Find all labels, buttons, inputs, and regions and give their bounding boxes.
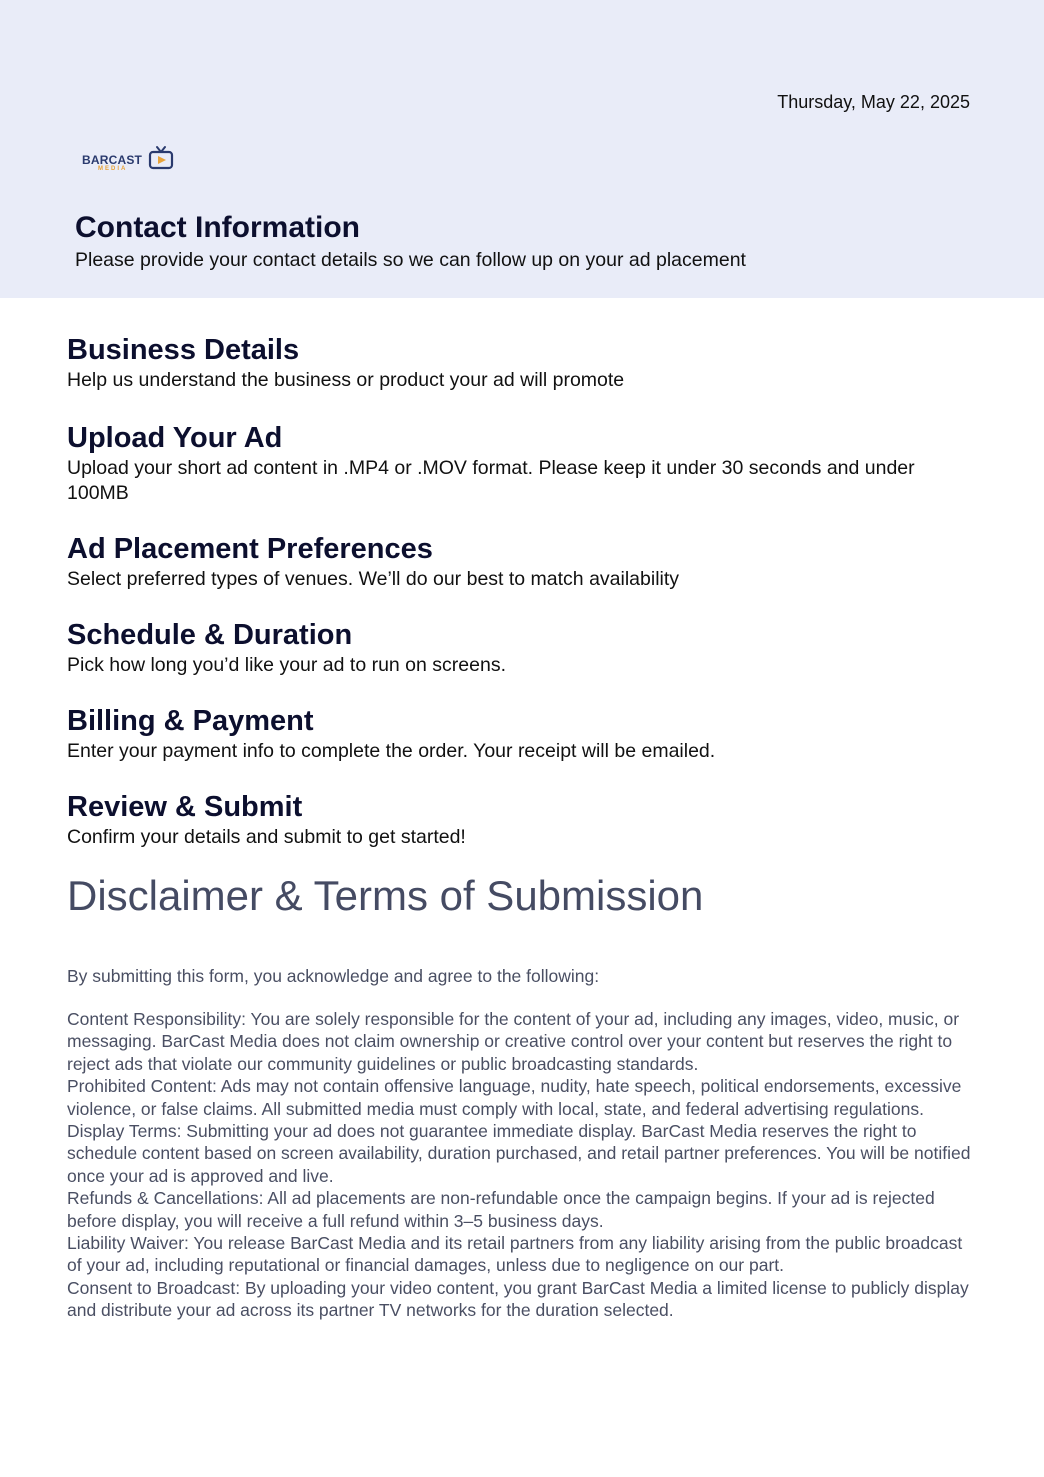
section-description: Enter your payment info to complete the order. Your receipt will be emailed.: [67, 740, 716, 762]
section-description: Upload your short ad content in .MP4 or .MOV format. Please keep it under 30 seconds and under 100MB: [67, 457, 915, 504]
disclaimer-title: Disclaimer & Terms of Submission: [67, 872, 704, 919]
disclaimer-body: [67, 1008, 977, 1322]
section-description: Confirm your details and submit to get started!: [67, 826, 466, 848]
document-date: Thursday, May 22, 2025: [777, 92, 970, 112]
section-description: Pick how long you’d like your ad to run on screens.: [67, 654, 506, 676]
barcast-logo: [82, 144, 178, 178]
disclaimer-item-refunds: Refunds & Cancellations: All ad placements are non-refundable once the campaign begins. If your ad is rejected before display, you will receive a full refund within 3–5 business days.: [67, 1188, 935, 1231]
logo-subtext: MEDIA: [98, 166, 128, 172]
section-title: Upload Your Ad: [67, 422, 283, 454]
section-title: Business Details: [67, 334, 300, 366]
form-sections: [67, 332, 967, 850]
section-title: Ad Placement Preferences: [67, 533, 433, 565]
disclaimer-item-prohibited-content: Prohibited Content: Ads may not contain offensive language, nudity, hate speech, political endorsements, excessive violence, or false claims. All submitted media must comply with local, state, and federal advertising regulations.: [67, 1076, 962, 1119]
section-title: Billing & Payment: [67, 705, 314, 737]
section-review-submit: [67, 789, 967, 850]
section-billing-payment: [67, 703, 967, 789]
section-upload-ad: [67, 420, 967, 531]
disclaimer-item-display-terms: Display Terms: Submitting your ad does not guarantee immediate display. BarCast Media reserves the right to schedule content based on screen availability, duration purchased, and retail partner preferences. You will be notified once your ad is approved and live.: [67, 1121, 971, 1186]
section-ad-placement: [67, 531, 967, 617]
tv-icon: [146, 144, 176, 174]
disclaimer-item-consent-broadcast: Consent to Broadcast: By uploading your video content, you grant BarCast Media a limited license to publicly display and distribute your ad across its partner TV networks for the duration selected.: [67, 1277, 969, 1321]
contact-info-subtitle: Please provide your contact details so we can follow up on your ad placement: [75, 249, 746, 271]
disclaimer-item-content-responsibility: Content Responsibility: You are solely responsible for the content of your ad, including any images, video, music, or messaging. BarCast Media does not claim ownership or creative control over your content but reserves the right to reject ads that violate our community guidelines or public broadcasting standards.: [67, 1009, 960, 1074]
section-business-details: [67, 332, 967, 420]
contact-info-title: Contact Information: [75, 211, 360, 244]
disclaimer-item-liability-waiver: Liability Waiver: You release BarCast Media and its retail partners from any liability arising from the public broadcast of your ad, including reputational or financial damages, unless due to negligence on our part.: [67, 1233, 963, 1276]
disclaimer-intro: By submitting this form, you acknowledge and agree to the following:: [67, 966, 600, 986]
section-schedule-duration: [67, 617, 967, 703]
logo-wordmark: BARCAST: [82, 153, 143, 167]
section-description: Select preferred types of venues. We’ll do our best to match availability: [67, 568, 680, 590]
section-title: Schedule & Duration: [67, 619, 353, 651]
section-title: Review & Submit: [67, 791, 303, 823]
section-description: Help us understand the business or product your ad will promote: [67, 369, 625, 391]
